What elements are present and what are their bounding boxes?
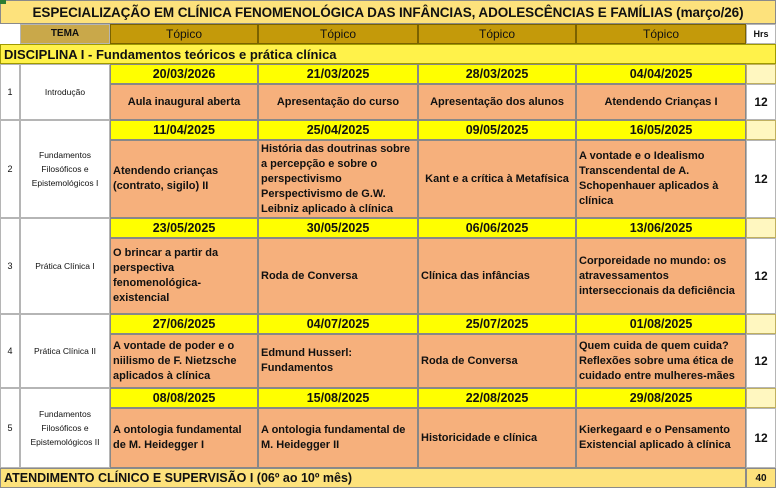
row-tema: Introdução [20,64,110,120]
session-date: 25/04/2025 [258,120,418,140]
hrs-date-filler [746,64,776,84]
session-date: 25/07/2025 [418,314,576,334]
session-date: 22/08/2025 [418,388,576,408]
session-date: 29/08/2025 [576,388,746,408]
session-topic: Apresentação dos alunos [418,84,576,120]
hrs-date-filler [746,120,776,140]
row-tema: Prática Clínica II [20,314,110,388]
header-topico-1: Tópico [110,24,258,44]
header-hrs: Hrs [746,24,776,44]
session-topic: Roda de Conversa [418,334,576,388]
session-topic: Corporeidade no mundo: os atravessamentos interseccionais da deficiência [576,238,746,314]
session-date: 09/05/2025 [418,120,576,140]
session-topic: Aula inaugural aberta [110,84,258,120]
session-topic: Edmund Husserl: Fundamentos [258,334,418,388]
session-topic: Kant e a crítica à Metafísica [418,140,576,218]
row-number: 1 [0,64,20,120]
session-date: 01/08/2025 [576,314,746,334]
row-hours: 12 [746,140,776,218]
session-date: 04/04/2025 [576,64,746,84]
session-topic: A ontologia fundamental de M. Heidegger I [110,408,258,468]
session-topic: A vontade de poder e o niilismo de F. Nietzsche aplicados à clínica [110,334,258,388]
session-date: 23/05/2025 [110,218,258,238]
row-hours: 12 [746,334,776,388]
session-date: 16/05/2025 [576,120,746,140]
row-number: 5 [0,388,20,468]
session-topic: A vontade e o Idealismo Transcendental de A. Schopenhauer aplicados à clínica [576,140,746,218]
header-tema: TEMA [20,24,110,44]
session-date: 27/06/2025 [110,314,258,334]
row-tema: Fundamentos Filosóficos e Epistemológicos II [20,388,110,468]
row-number: 4 [0,314,20,388]
session-topic: O brincar a partir da perspectiva fenomenológica-existencial [110,238,258,314]
session-topic: Apresentação do curso [258,84,418,120]
cell-selection-marker [0,0,6,4]
session-topic: Atendendo crianças (contrato, sigilo) II [110,140,258,218]
row-tema: Fundamentos Filosóficos e Epistemológicos I [20,120,110,218]
header-topico-4: Tópico [576,24,746,44]
hrs-date-filler [746,218,776,238]
session-date: 30/05/2025 [258,218,418,238]
header-topico-2: Tópico [258,24,418,44]
session-date: 08/08/2025 [110,388,258,408]
session-topic: Clínica das infâncias [418,238,576,314]
session-topic: Atendendo Crianças I [576,84,746,120]
row-number: 3 [0,218,20,314]
session-topic: A ontologia fundamental de M. Heidegger II [258,408,418,468]
row-tema: Prática Clínica I [20,218,110,314]
discipline-title: DISCIPLINA I - Fundamentos teóricos e prática clínica [0,44,776,64]
row-number: 2 [0,120,20,218]
session-topic: Roda de Conversa [258,238,418,314]
hrs-date-filler [746,388,776,408]
session-date: 06/06/2025 [418,218,576,238]
row-hours: 12 [746,238,776,314]
row-hours: 12 [746,84,776,120]
session-topic: História das doutrinas sobre a percepção e sobre o perspectivismo Perspectivismo de G.W. Leibniz aplicado à clínica [258,140,418,218]
session-date: 21/03/2025 [258,64,418,84]
session-date: 15/08/2025 [258,388,418,408]
footer-hrs: 40 [746,468,776,488]
session-date: 04/07/2025 [258,314,418,334]
hrs-date-filler [746,314,776,334]
row-hours: 12 [746,408,776,468]
document-title: ESPECIALIZAÇÃO EM CLÍNICA FENOMENOLÓGICA DAS INFÂNCIAS, ADOLESCÊNCIAS E FAMÍLIAS (março/26) [0,0,776,24]
session-topic: Historicidade e clínica [418,408,576,468]
session-topic: Quem cuida de quem cuida? Reflexões sobre uma ética de cuidado entre mulheres-mães [576,334,746,388]
session-date: 11/04/2025 [110,120,258,140]
footer-label: ATENDIMENTO CLÍNICO E SUPERVISÃO I (06º ao 10º mês) [0,468,746,488]
session-date: 20/03/2026 [110,64,258,84]
session-topic: Kierkegaard e o Pensamento Existencial aplicado à clínica [576,408,746,468]
session-date: 28/03/2025 [418,64,576,84]
session-date: 13/06/2025 [576,218,746,238]
header-topico-3: Tópico [418,24,576,44]
